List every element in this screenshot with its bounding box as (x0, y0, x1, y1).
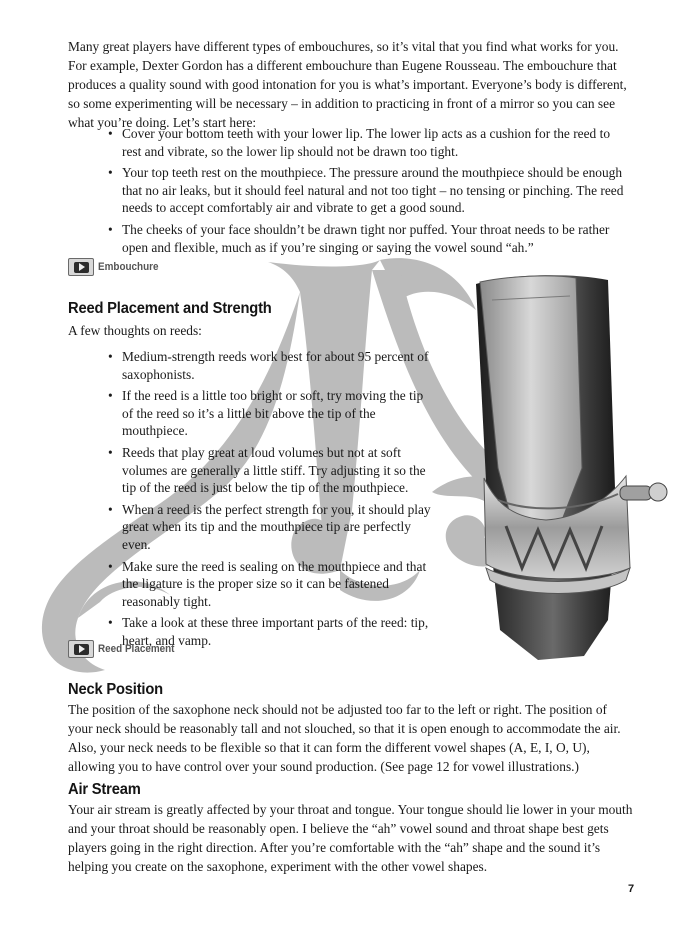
play-video-icon (68, 640, 94, 658)
list-item: • When a reed is the perfect strength for you, it should play great when its tip and the mouthpiece tip are perfectly even. (108, 501, 434, 554)
neck-paragraph: The position of the saxophone neck should not be adjusted too far to the left or right. The position of your neck should be reasonably tall and not slouched, so that it is open enough to accommodate the air. Also, your neck needs to be flexible so that it can form the different vowel shapes (A, E, I, O, U), allowing you to have control over your sound production. (See page 12 for vowel illustrations.) (68, 702, 621, 774)
video-label: Embouchure (98, 261, 159, 273)
list-item: • Medium-strength reeds work best for about 95 percent of saxophonists. (108, 348, 434, 383)
video-label: Reed Placement (98, 643, 175, 655)
reed-placement-video-link[interactable] (68, 640, 183, 658)
section-heading-air: Air Stream (68, 781, 141, 798)
list-item: • Take a look at these three important parts of the reed: tip, heart, and vamp. (108, 614, 434, 649)
play-video-icon (68, 258, 94, 276)
reed-intro: A few thoughts on reeds: (68, 323, 202, 338)
section-heading-reed: Reed Placement and Strength (68, 300, 272, 317)
embouchure-bullet-list (108, 125, 628, 256)
air-paragraph: Your air stream is greatly affected by your throat and tongue. Your tongue should lie lower in your mouth and your throat should be reasonably open. I believe the “ah” vowel sound and throat shape best gets players going in the right direction. After you’re comfortable with the “ah” shape and the sound it’s helping you create on the saxophone, experiment with the other vowel shapes. (68, 802, 633, 874)
list-item: • Cover your bottom teeth with your lower lip. The lower lip acts as a cushion for the reed to rest and vibrate, so the lower lip should not be drawn too tight. (108, 125, 628, 160)
page-number: 7 (628, 883, 635, 895)
section-heading-neck: Neck Position (68, 681, 163, 698)
reed-bullet-list (108, 348, 434, 650)
list-item: • Your top teeth rest on the mouthpiece. The pressure around the mouthpiece should be enough that no air leaks, but it should feel natural and not too tight – no tensing or pinching. The reed needs to accept comfortably air and vibrate to get a good sound. (108, 164, 628, 217)
list-item: • The cheeks of your face shouldn’t be drawn tight nor puffed. Your throat needs to be rather open and flexible, much as if you’re singing or saying the vowel sound “ah.” (108, 221, 628, 256)
list-item: • If the reed is a little too bright or soft, try moving the tip of the reed so it’s a little bit above the tip of the mouthpiece. (108, 387, 434, 440)
embouchure-video-link[interactable] (68, 258, 165, 276)
intro-paragraph: Many great players have different types of embouchures, so it’s vital that you find what works for you. For example, Dexter Gordon has a different embouchure than Eugene Rousseau. The embouchure that produces a quality sound with good intonation for you is what’s important. Everyone’s body is different, so some experimenting will be necessary – in addition to practicing in front of a mirror so you can see what you’re doing. Let’s start here: (68, 39, 627, 130)
list-item: • Reeds that play great at loud volumes but not at soft volumes are generally a little stiff. Try adjusting it so the tip of the reed is just below the tip of the mouthpiece. (108, 444, 434, 497)
mouthpiece-illustration (458, 268, 670, 680)
list-item: • Make sure the reed is sealing on the mouthpiece and that the ligature is the proper size so it can be fastened reasonably tight. (108, 558, 434, 611)
